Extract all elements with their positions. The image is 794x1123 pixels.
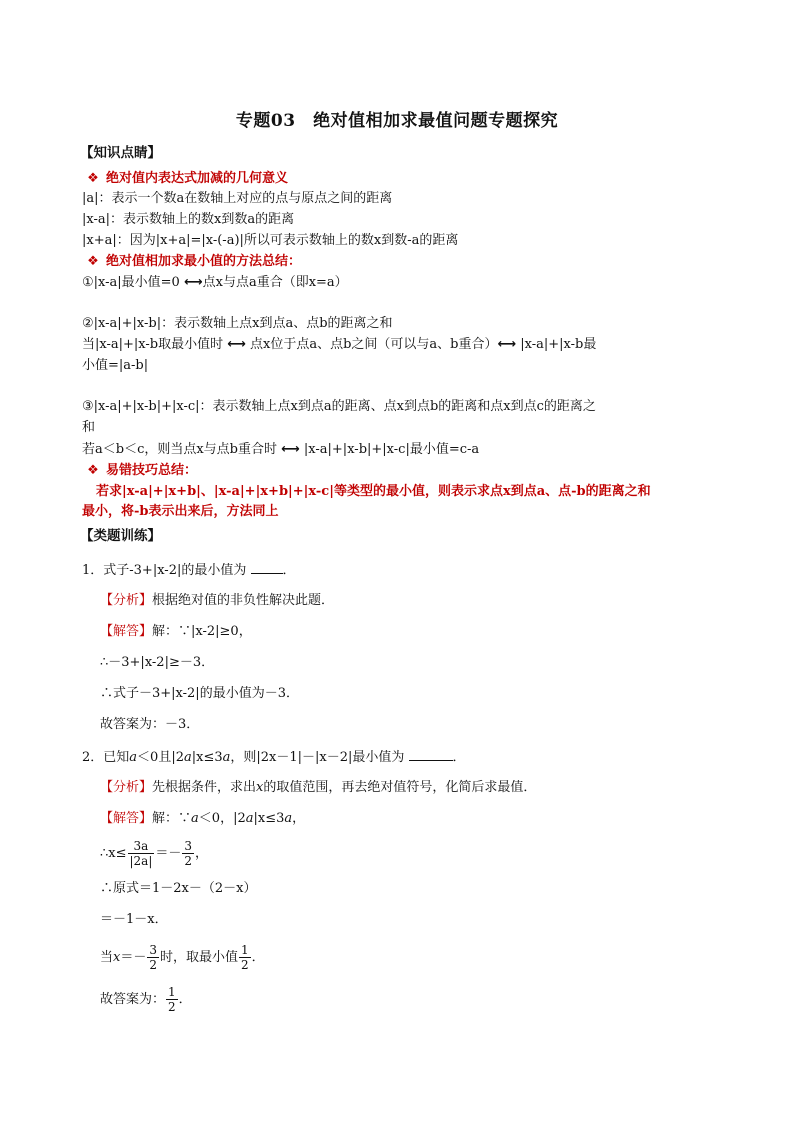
question-1-answer: 故答案为：－3． bbox=[100, 717, 200, 732]
fraction: $\frac{3}{2}$ bbox=[184, 839, 193, 868]
diamond-bullet-icon: ❖ bbox=[87, 254, 99, 269]
answer-blank bbox=[251, 561, 283, 574]
knowledge-point-3-heading: ❖ 易错技巧总结： bbox=[80, 462, 197, 480]
diamond-bullet-icon: ❖ bbox=[87, 463, 99, 478]
double-arrow-icon: ⟷ bbox=[497, 337, 517, 352]
knowledge-line: |x+a|：因为|x+a|=|x-(-a)|所以可表示数轴上的数x到数-a的距离 bbox=[82, 233, 459, 248]
question-2-solution: 【解答】解：∵a＜0，|2a|x≤3a， bbox=[100, 811, 306, 826]
fraction: $\frac{1}{2}$ bbox=[241, 943, 249, 972]
knowledge-point-2-heading: ❖ 绝对值相加求最小值的方法总结： bbox=[80, 253, 301, 271]
fraction: $\frac{1}{2}$ bbox=[168, 985, 176, 1014]
fraction: $\frac{3}{2}$ bbox=[149, 943, 158, 972]
double-arrow-icon: ⟷ bbox=[281, 442, 300, 457]
question-1-analysis: 【分析】根据绝对值的非负性解决此题． bbox=[100, 593, 335, 608]
knowledge-point-1-heading: ❖ 绝对值内表达式加减的几何意义 bbox=[80, 170, 288, 188]
solution-step: ∴－3+|x-2|≥－3． bbox=[100, 655, 215, 670]
double-arrow-icon: ⟷ bbox=[183, 275, 203, 290]
section-practice-heading: 【类题训练】 bbox=[80, 528, 161, 544]
section-knowledge-heading: 【知识点睛】 bbox=[80, 145, 161, 161]
method-3-line-1: ③|x-a|+|x-b|+|x-c|：表示数轴上点x到点a的距离、点x到点b的距离和点x到点c的距离之 bbox=[82, 399, 596, 414]
solution-step-fraction: ∴x≤ $\frac{3a}{|2a|}$ ＝－ $\frac{3}{2}$ ， bbox=[100, 839, 209, 868]
question-1-stem: 1．式子-3+|x-2|的最小值为 ． bbox=[82, 563, 296, 578]
method-2-line-2: 当|x-a|+|x-b取最小值时 ⟷ 点x位于点a、点b之间（可以与a、b重合）⟷ |x-a|+|x-b最 bbox=[82, 337, 597, 352]
method-2-line-3: 小值=|a-b| bbox=[82, 358, 149, 373]
tip-line-1: 若求|x-a|+|x+b|、|x-a|+|x+b|+|x-c|等类型的最小值，则表示求点x到点a、点-b的距离之和 bbox=[96, 484, 651, 499]
answer-blank bbox=[409, 748, 453, 761]
knowledge-line: |x-a|：表示数轴上的数x到数a的距离 bbox=[82, 212, 295, 227]
question-2-analysis: 【分析】先根据条件，求出x的取值范围，再去绝对值符号，化简后求最值． bbox=[100, 780, 537, 795]
knowledge-line: |a|：表示一个数a在数轴上对应的点与原点之间的距离 bbox=[82, 191, 393, 206]
method-3-line-3: 若a＜b＜c，则当点x与点b重合时 ⟷ |x-a|+|x-b|+|x-c|最小值=c-a bbox=[82, 442, 480, 457]
solution-step: ∴式子－3+|x-2|的最小值为－3． bbox=[100, 686, 299, 701]
method-3-line-2: 和 bbox=[82, 420, 96, 435]
question-2-answer: 故答案为： $\frac{1}{2}$ ． bbox=[100, 985, 192, 1014]
double-arrow-icon: ⟷ bbox=[227, 337, 246, 352]
tip-line-2: 最小，将-b表示出来后，方法同上 bbox=[82, 504, 279, 519]
question-2-stem: 2．已知a＜0且|2a|x≤3a，则|2x－1|－|x－2|最小值为 ． bbox=[82, 750, 466, 765]
page-title: 专题03 绝对值相加求最值问题专题探究 bbox=[235, 111, 559, 131]
question-1-solution: 【解答】解：∵|x-2|≥0， bbox=[100, 624, 252, 639]
solution-step-fraction: 当x＝－ $\frac{3}{2}$ 时，取最小值 $\frac{1}{2}$ ． bbox=[100, 943, 265, 972]
method-2-line-1: ②|x-a|+|x-b|：表示数轴上点x到点a、点b的距离之和 bbox=[82, 316, 393, 331]
solution-step: ∴原式＝1－2x－（2－x） bbox=[100, 881, 257, 896]
solution-step: ＝－1－x． bbox=[100, 912, 168, 927]
diamond-bullet-icon: ❖ bbox=[87, 171, 99, 186]
fraction: $\frac{3a}{|2a|}$ bbox=[129, 839, 153, 868]
method-1: ①|x-a|最小值=0 ⟷点x与点a重合（即x=a） bbox=[82, 275, 348, 290]
